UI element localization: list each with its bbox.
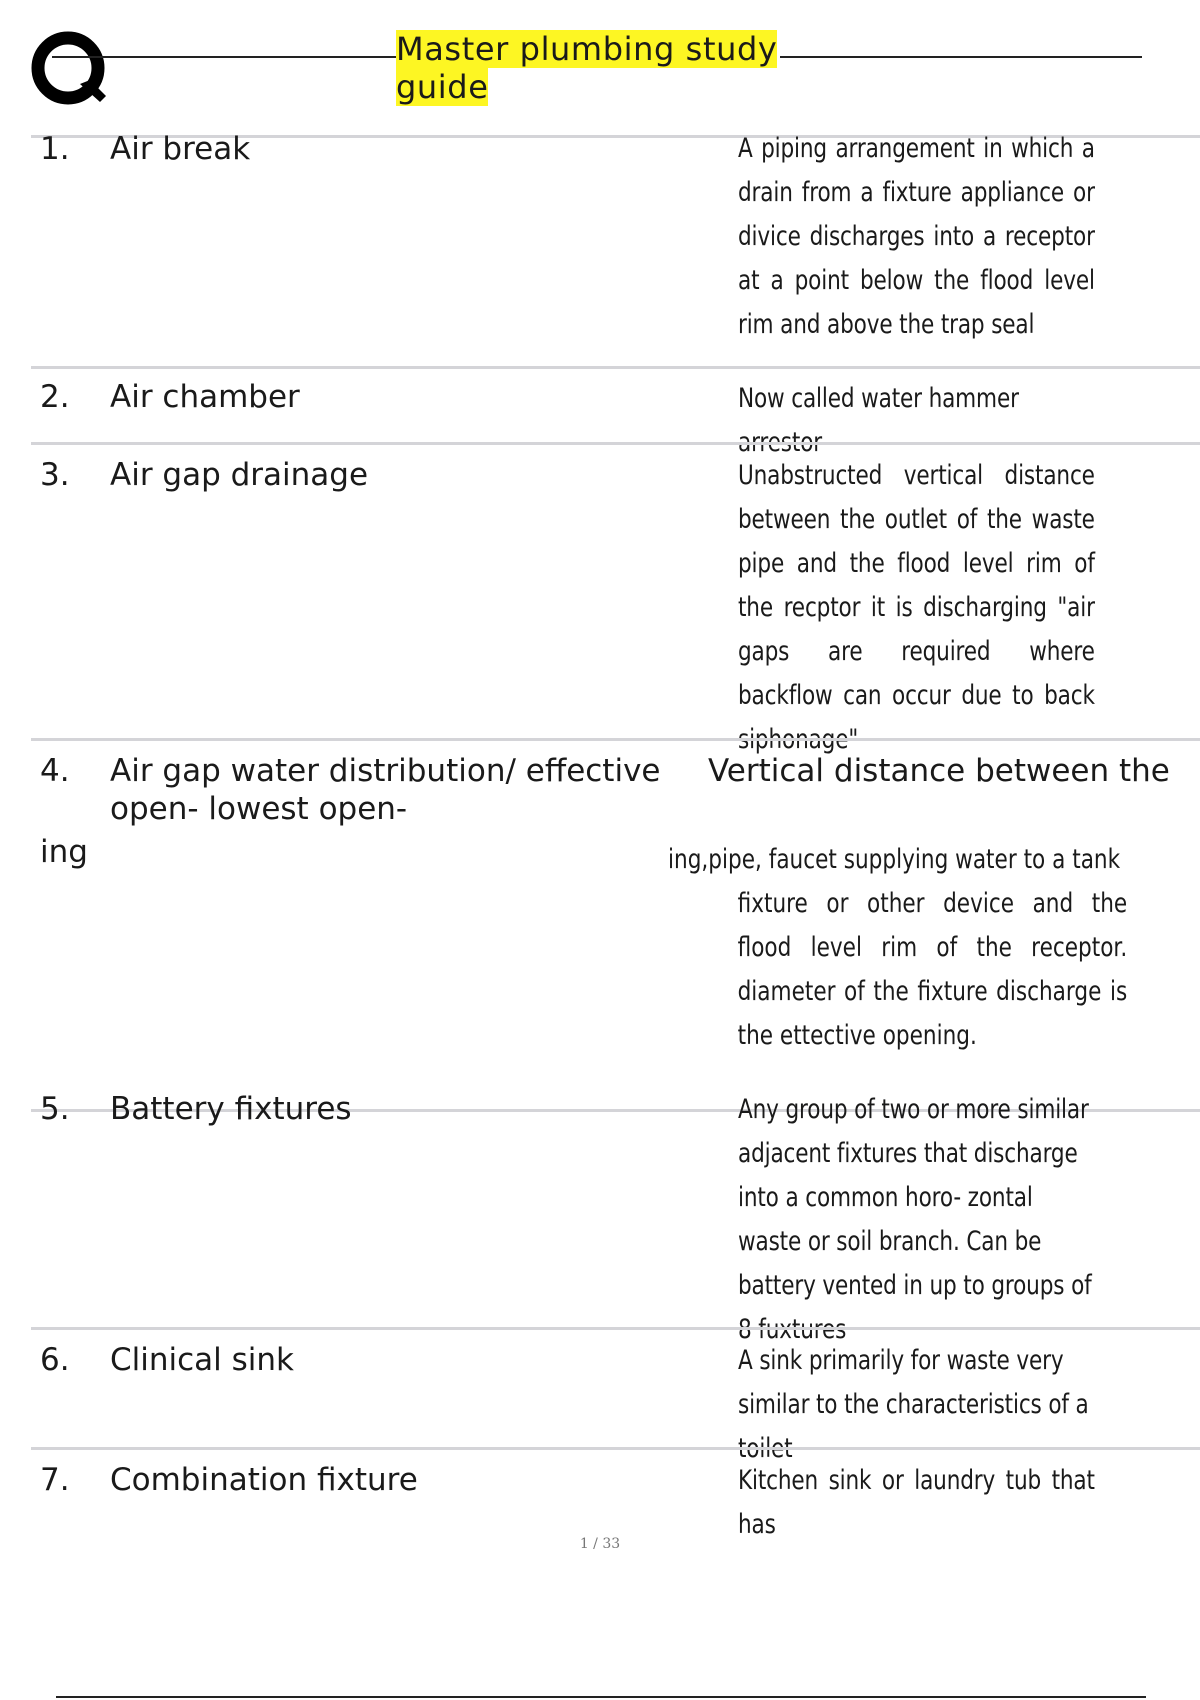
entry-number: 2. [40,379,70,415]
header-rule-left [52,56,398,58]
entry-number: 6. [40,1342,70,1378]
row-divider [31,1447,1200,1450]
entry-number: 5. [40,1091,70,1127]
entry-definition: A sink primarily for waste very similar to the characteristics of a toilet [738,1345,1089,1464]
entry-definition: A piping arrangement in which a drain from a fixture appliance or divice discharges into a receptor at a point below the flood level rim and above the trap seal [738,133,1095,340]
entry-term: Clinical sink [110,1342,295,1378]
entry-term: Combination fixture [110,1462,418,1498]
entry-number: 3. [40,457,70,493]
entry-term: Battery fixtures [110,1091,352,1127]
row-divider [31,366,1200,369]
row-divider [31,1327,1200,1330]
page-title: Master plumbing study guide [396,30,778,106]
entry-number: 7. [40,1462,70,1498]
entry-term: Air gap drainage [110,457,369,493]
definition-first-line: ing,pipe, faucet supplying water to a tank [668,844,1121,875]
entry-definition-continued [668,838,1127,1058]
entry-definition: Kitchen sink or laundry tub that has [738,1465,1095,1540]
entry-term: Air chamber [110,379,300,415]
entry-definition-lead: Vertical distance between the [708,753,1170,789]
entry-definition: Unabstructed vertical distance between the outlet of the waste pipe and the flood level rim of the recptor it is discharging "air gaps are required where backflow can occur due to back siphonage" [738,460,1095,755]
entry-term: Air gap water distribution/ effective open- lowest open- [110,753,661,827]
row-divider [31,442,1200,445]
definition-remaining-lines: fixture or other device and the flood level rim of the receptor. diameter of the fixture discharge is the ettective opening. [737,888,1128,1051]
entry-term-continuation: ing [40,834,88,870]
entry-number: 4. [40,753,70,789]
entry-term: Air break [110,131,251,167]
header-rule-right [780,56,1142,58]
row-divider [31,738,1200,741]
entry-definition: Any group of two or more similar adjacent fixtures that discharge into a common horo- zontal waste or soil branch. Can be battery vented in up to groups of 8 fuxtures [738,1094,1092,1345]
entry-definition: Now called water hammer arrestor [738,383,1019,458]
brand-logo-icon [30,30,110,110]
footer-rule [56,1696,1146,1698]
entry-number: 1. [40,131,70,167]
page-number: 1 / 33 [579,1536,621,1552]
